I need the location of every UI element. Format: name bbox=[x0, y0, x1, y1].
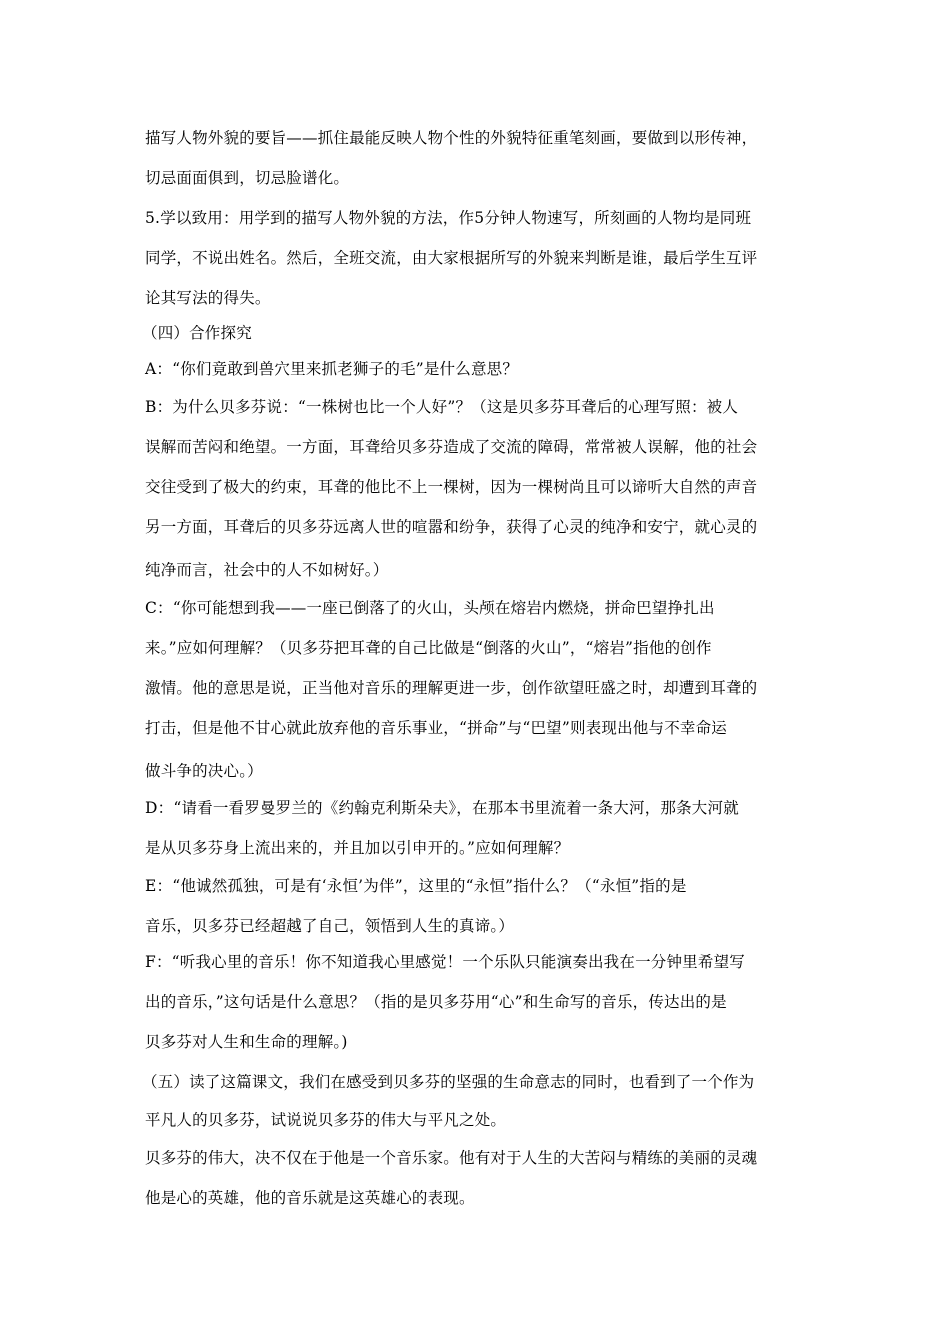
text-line: 出的音乐，”这句话是什么意思？（指的是贝多芬用“心”和生命写的音乐，传达出的是 bbox=[145, 993, 727, 1011]
text-line: 同学，不说出姓名。然后，全班交流，由大家根据所写的外貌来判断是谁，最后学生互评 bbox=[145, 249, 758, 267]
text-line: 交往受到了极大的约束，耳聋的他比不上一棵树，因为一棵树尚且可以谛听大自然的声音 bbox=[145, 478, 758, 496]
question-line: E：“他诚然孤独，可是有‘永恒’为伴”，这里的“永恒”指什么？（“永恒”指的是 bbox=[145, 877, 687, 895]
text-line: 是从贝多芬身上流出来的，并且加以引申开的。”应如何理解？ bbox=[145, 839, 570, 857]
question-line: D：“请看一看罗曼罗兰的《约翰克利斯朵夫》，在那本书里流着一条大河，那条大河就 bbox=[145, 799, 739, 817]
question-line: F：“听我心里的音乐！你不知道我心里感觉！一个乐队只能演奏出我在一分钟里希望写 bbox=[145, 953, 745, 971]
text-line: 平凡人的贝多芬，试说说贝多芬的伟大与平凡之处。 bbox=[145, 1111, 507, 1129]
text-line: 另一方面，耳聋后的贝多芬远离人世的喧嚣和纷争，获得了心灵的纯净和安宁，就心灵的 bbox=[145, 518, 758, 536]
text-line: 来。”应如何理解？（贝多芬把耳聋的自己比做是“倒落的火山”，“熔岩”指他的创作 bbox=[145, 639, 712, 657]
text-line: 切忌面面俱到，切忌脸谱化。 bbox=[145, 169, 350, 187]
text-line: 激情。他的意思是说，正当他对音乐的理解更进一步，创作欲望旺盛之时，却遭到耳聋的 bbox=[145, 679, 758, 697]
text-line: 打击，但是他不甘心就此放弃他的音乐事业，“拼命”与“巴望”则表现出他与不幸命运 bbox=[145, 719, 727, 737]
question-line: B：为什么贝多芬说：“一株树也比一个人好”？（这是贝多芬耳聋后的心理写照：被人 bbox=[145, 398, 739, 416]
section-heading: （四）合作探究 bbox=[142, 324, 252, 342]
text-line: 他是心的英雄，他的音乐就是这英雄心的表现。 bbox=[145, 1189, 475, 1207]
question-line: A：“你们竟敢到兽穴里来抓老狮子的毛”是什么意思？ bbox=[145, 360, 519, 378]
text-line: 描写人物外貌的要旨——抓住最能反映人物个性的外貌特征重笔刻画，要做到以形传神， bbox=[145, 129, 758, 147]
question-line: C：“你可能想到我——一座已倒落了的火山，头颅在熔岩内燃烧，拼命巴望挣扎出 bbox=[145, 599, 715, 617]
text-line: 误解而苦闷和绝望。一方面，耳聋给贝多芬造成了交流的障碍，常常被人误解，他的社会 bbox=[145, 438, 758, 456]
text-line: 纯净而言，社会中的人不如树好。） bbox=[145, 561, 389, 579]
text-line: 论其写法的得失。 bbox=[145, 289, 271, 307]
section-heading: （五）读了这篇课文，我们在感受到贝多芬的坚强的生命意志的同时，也看到了一个作为 bbox=[142, 1073, 755, 1091]
text-line: 做斗争的决心。） bbox=[145, 762, 263, 780]
text-line: 5.学以致用：用学到的描写人物外貌的方法，作5分钟人物速写，所刻画的人物均是同班 bbox=[145, 209, 752, 227]
text-line: 音乐，贝多芬已经超越了自己，领悟到人生的真谛。） bbox=[145, 917, 515, 935]
text-line: 贝多芬的伟大，决不仅在于他是一个音乐家。他有对于人生的大苦闷与精练的美丽的灵魂 bbox=[145, 1149, 758, 1167]
text-line: 贝多芬对人生和生命的理解。) bbox=[145, 1033, 348, 1051]
